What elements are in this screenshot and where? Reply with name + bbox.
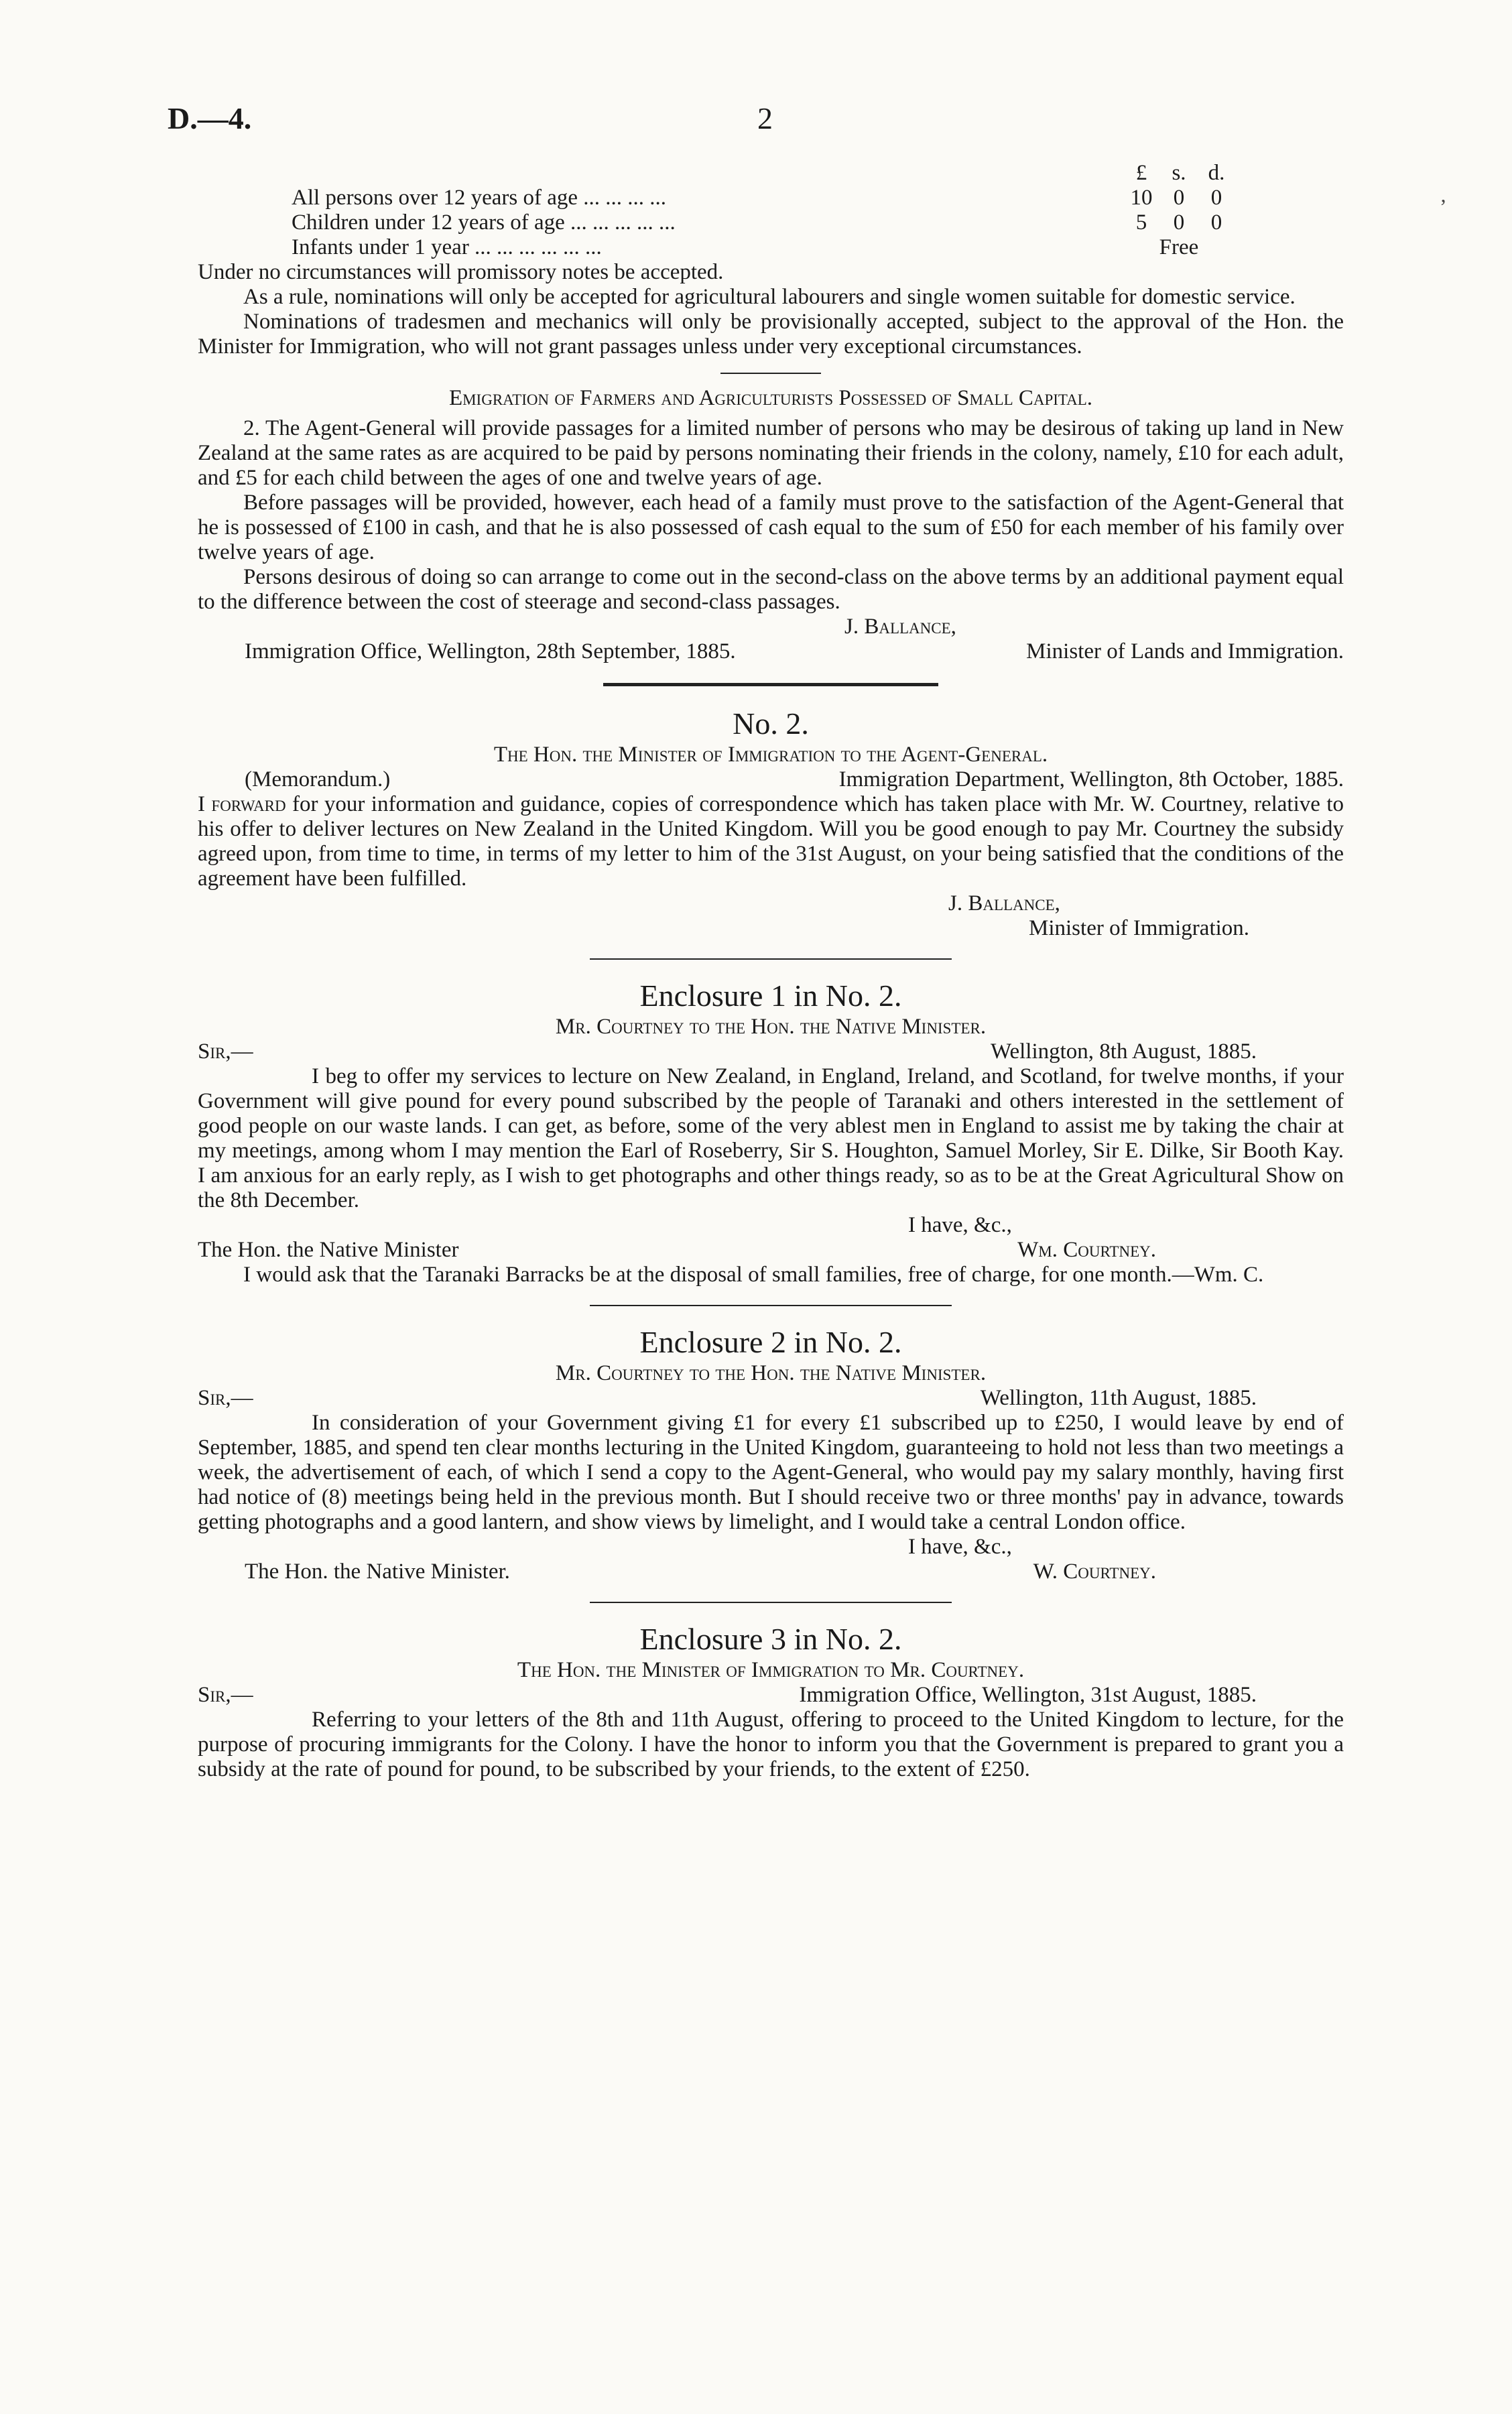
no2-body-text: for your information and guidance, copies of correspondence which has taken place with Mr. W. Courtney, relative to his offer to deliver lectures on New Zealand in the United Kingdom. Will you be good enough to pay Mr. Courtney the subsidy agreed upon, from time to time, in terms of my letter to him of the 31st August, on your being satisfied that the conditions of the agreement have been fulfilled.	[198, 792, 1344, 891]
emigration-signature: J. Ballance,	[844, 615, 956, 639]
enc3-salutation: Sir,—	[198, 1683, 253, 1707]
enc1-postscript: I would ask that the Taranaki Barracks be at the disposal of small families, free of charge, for one month.—Wm. C.	[243, 1263, 1264, 1287]
enc2-salutation-line	[198, 1386, 1344, 1411]
column-pounds: £	[1135, 161, 1147, 185]
passage-fee-table	[292, 161, 1344, 260]
emigration-signoff	[198, 639, 1344, 664]
section-title-enclosure-2: Enclosure 2 in No. 2.	[639, 1325, 902, 1359]
fee-pounds: 5	[1135, 210, 1147, 235]
column-pence: d.	[1208, 161, 1225, 185]
enc3-subheading: The Hon. the Minister of Immigration to Mr. Courtney.	[517, 1658, 1025, 1682]
enc2-body: In consideration of your Government giving £1 for every £1 subscribed up to £250, I would leave by end of September, 1885, and spend ten clear months lecturing in the United Kingdom, guaranteeing to hold not less than two meetings a week, the advertisement of each, of which I send a copy to the Agent-General, who would pay my salary monthly, having first had notice of (8) meetings being held in the previous month. But I should receive two or three months' pay in advance, towards getting photographs and a good lantern, and show views by limelight, and I would take a central London office.	[198, 1411, 1344, 1534]
page-number: 2	[757, 101, 773, 135]
section-title-enclosure-3: Enclosure 3 in No. 2.	[639, 1622, 902, 1656]
paragraph-nominations: As a rule, nominations will only be accepted for agricultural labourers and single women suitable for domestic service.	[243, 285, 1296, 309]
paragraph-promissory: Under no circumstances will promissory notes be accepted.	[198, 260, 724, 284]
emigration-paragraph-2: Before passages will be provided, however, each head of a family must prove to the satisfaction of the Agent-General that he is possessed of £100 in cash, and that he is also possessed of cash equal to the sum of £50 for each member of his family over twelve years of age.	[198, 491, 1344, 564]
fee-pence: 0	[1210, 210, 1222, 235]
emigration-place-date: Immigration Office, Wellington, 28th September, 1885.	[245, 639, 736, 663]
enc2-subheading: Mr. Courtney to the Hon. the Native Minister.	[555, 1361, 987, 1385]
enc3-salutation-line	[198, 1683, 1344, 1708]
column-shillings: s.	[1172, 161, 1186, 185]
section-title-no2: No. 2.	[733, 706, 809, 741]
enc1-signature: Wm. Courtney.	[1017, 1238, 1156, 1262]
fee-pounds: 10	[1130, 186, 1153, 210]
enc1-signoff	[198, 1238, 1344, 1263]
page-header	[168, 101, 1344, 141]
enc1-salutation: Sir,—	[198, 1039, 253, 1064]
enc1-dateline: Wellington, 8th August, 1885.	[990, 1039, 1257, 1064]
emigration-signatory-title: Minister of Lands and Immigration.	[1026, 639, 1344, 663]
enc1-closing: I have, &c.,	[908, 1213, 1012, 1237]
no2-memo-line	[198, 767, 1344, 792]
section-divider	[590, 958, 952, 960]
no2-signature: J. Ballance,	[948, 891, 1060, 915]
fee-shillings: 0	[1173, 186, 1185, 210]
enc2-signoff	[198, 1560, 1344, 1584]
emigration-paragraph-1: 2. The Agent-General will provide passages for a limited number of persons who may be desirous of taking up land in New Zealand at the same rates as are acquired to be paid by persons nominating their friends in the colony, namely, £10 for each adult, and £5 for each child between the ages of one and twelve years of age.	[198, 416, 1344, 490]
section-divider	[590, 1602, 952, 1603]
paragraph-tradesmen: Nominations of tradesmen and mechanics will only be provisionally accepted, subject to the approval of the Hon. the Minister for Immigration, who will not grant passages unless under very exceptional circumstances.	[198, 310, 1344, 359]
no2-body	[198, 792, 1344, 891]
enc3-body: Referring to your letters of the 8th and 11th August, offering to proceed to the United Kingdom to lecture, for the purpose of procuring immigrants for the Colony. I have the honor to inform you that the Government is prepared to grant you a subsidy at the rate of pound for pound, to be subscribed by your friends, to the extent of £250.	[198, 1708, 1344, 1781]
document-body	[198, 161, 1344, 1782]
no2-lead: I forward	[198, 792, 286, 816]
no2-subheading: The Hon. the Minister of Immigration to the Agent-General.	[493, 743, 1048, 767]
fee-row	[292, 210, 1344, 235]
fee-row	[292, 235, 1344, 260]
enc1-salutation-line	[198, 1039, 1344, 1064]
fee-pence: 0	[1210, 186, 1222, 210]
no2-signatory-title: Minister of Immigration.	[1029, 916, 1250, 940]
fee-table-header	[292, 161, 1344, 186]
margin-mark-icon: ’	[1440, 194, 1447, 218]
no2-memo: (Memorandum.)	[245, 767, 391, 791]
enc2-addressee: The Hon. the Native Minister.	[245, 1560, 510, 1584]
section-divider	[590, 1305, 952, 1306]
fee-label: All persons over 12 years of age ... ... ... ...	[292, 186, 667, 210]
emigration-paragraph-3: Persons desirous of doing so can arrange to come out in the second-class on the above terms by an additional payment equal to the difference between the cost of steerage and second-class passages.	[198, 565, 1344, 614]
enc2-dateline: Wellington, 11th August, 1885.	[980, 1386, 1257, 1410]
fee-row	[292, 186, 1344, 210]
no2-dateline: Immigration Department, Wellington, 8th October, 1885.	[838, 767, 1344, 791]
emigration-heading: Emigration of Farmers and Agriculturists Possessed of Small Capital.	[448, 386, 1093, 410]
enc1-subheading: Mr. Courtney to the Hon. the Native Minister.	[555, 1015, 987, 1039]
enc1-addressee: The Hon. the Native Minister	[198, 1238, 459, 1262]
section-title-enclosure-1: Enclosure 1 in No. 2.	[639, 978, 902, 1013]
enc2-signature: W. Courtney.	[1033, 1560, 1156, 1584]
fee-shillings: 0	[1173, 210, 1185, 235]
enc3-dateline: Immigration Office, Wellington, 31st August, 1885.	[799, 1683, 1257, 1707]
enc1-body: I beg to offer my services to lecture on New Zealand, in England, Ireland, and Scotland, for twelve months, if your Government will give pound for every pound subscribed by the people of Taranaki and others interested in the settlement of good people on our waste lands. I can get, as before, some of the very ablest men in England to assist me by taking the chair at my meetings, among whom I may mention the Earl of Roseberry, Sir S. Houghton, Samuel Morley, Sir E. Dilke, Sir Booth Kay. I am anxious for an early reply, as I wish to get photographs and other things ready, so as to be at the Great Agricultural Show on the 8th December.	[198, 1064, 1344, 1212]
enc2-closing: I have, &c.,	[908, 1535, 1012, 1559]
document-reference: D.—4.	[168, 101, 252, 135]
fee-free: Free	[1159, 235, 1199, 259]
fee-label: Children under 12 years of age ... ... ... ... ...	[292, 210, 676, 235]
enc2-salutation: Sir,—	[198, 1386, 253, 1410]
fee-label: Infants under 1 year ... ... ... ... ... ...	[292, 235, 602, 259]
divider	[720, 373, 821, 374]
section-divider	[603, 683, 938, 686]
